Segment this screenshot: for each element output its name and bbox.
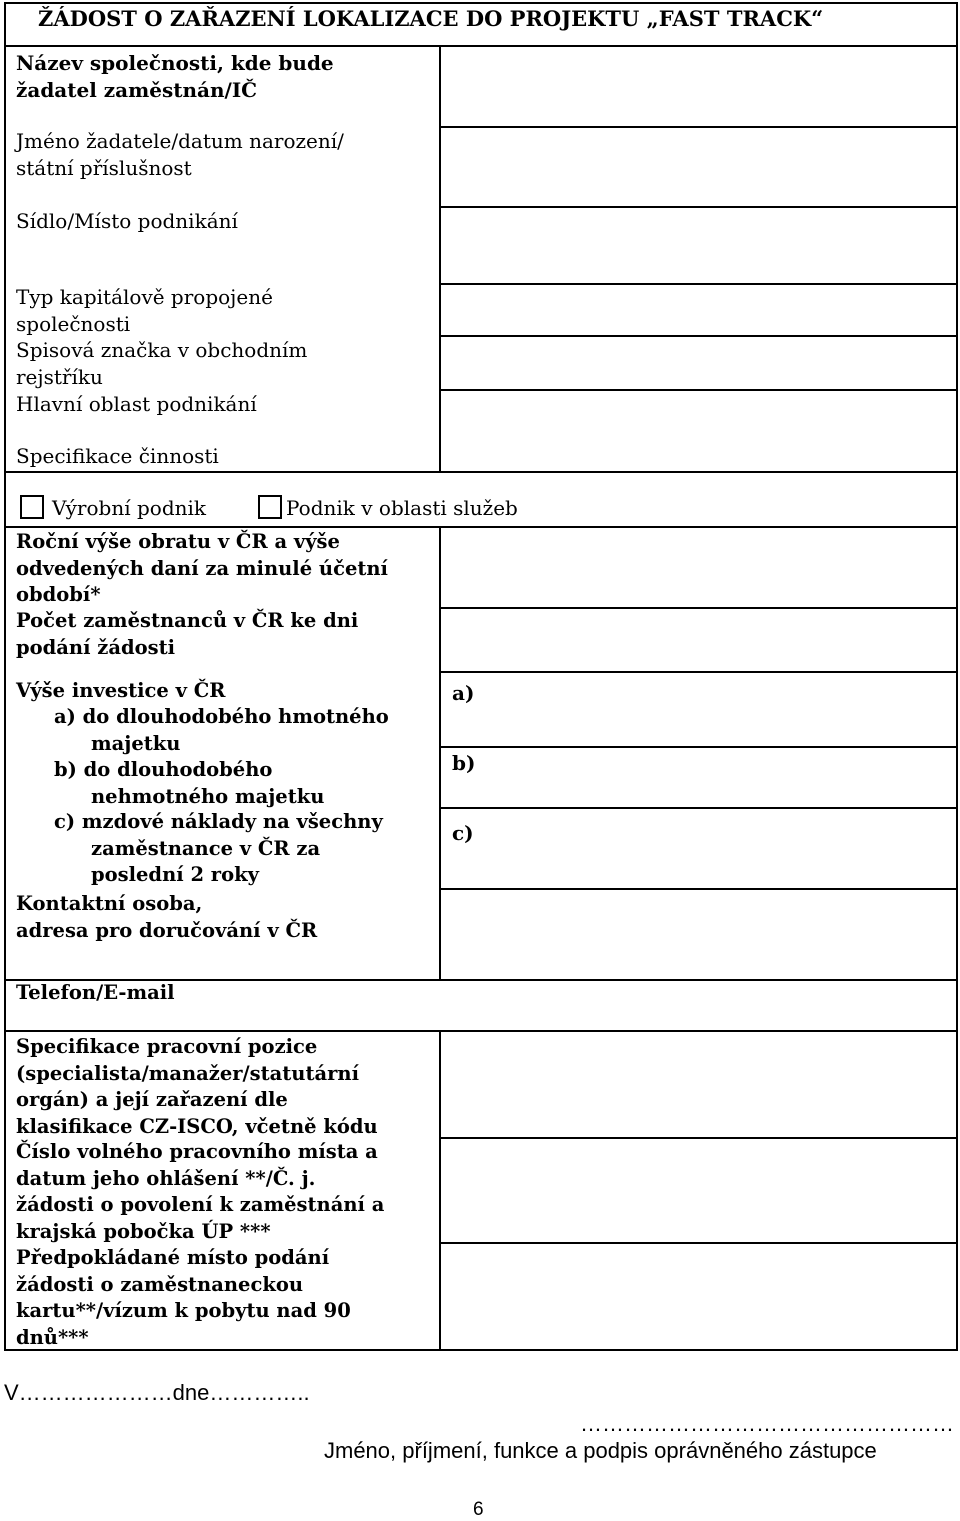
- row-rule: [439, 807, 958, 809]
- row-rule: [439, 126, 958, 128]
- label-investment-c: c) mzdové náklady na všechny zaměstnance v ČR za poslední 2 roky: [54, 810, 383, 886]
- signature-dots[interactable]: ……………………………………………: [580, 1411, 954, 1436]
- label-company: Název společnosti, kde bude žadatel zaměstnán/IČ: [16, 51, 334, 102]
- column-divider-2: [439, 527, 441, 980]
- table-border-left: [4, 2, 6, 1351]
- row-rule: [4, 471, 958, 473]
- label-investment-title: Výše investice v ČR: [16, 679, 226, 702]
- row-rule: [4, 1030, 958, 1032]
- row-rule: [439, 607, 958, 609]
- table-border-right: [956, 2, 958, 1351]
- column-divider-1: [439, 46, 441, 472]
- checkbox-icon[interactable]: [258, 495, 282, 519]
- row-rule: [439, 389, 958, 391]
- row-rule: [4, 45, 958, 47]
- row-rule: [439, 335, 958, 337]
- label-file-number: Spisová značka v obchodním rejstříku: [16, 338, 308, 389]
- row-rule: [439, 888, 958, 890]
- label-phone: Telefon/E-mail: [16, 981, 175, 1004]
- label-capital-type: Typ kapitálově propojené společnosti: [16, 285, 273, 336]
- label-turnover: Roční výše obratu v ČR a výše odvedených daní za minulé účetní období*: [16, 530, 388, 606]
- signature-label: Jméno, příjmení, funkce a podpis oprávněného zástupce: [324, 1438, 877, 1463]
- label-vacancy: Číslo volného pracovního místa a datum jeho ohlášení **/Č. j. žádosti o povolení k zaměstnání a krajská pobočka ÚP ***: [16, 1140, 385, 1243]
- row-rule: [439, 206, 958, 208]
- checkbox-services[interactable]: Podnik v oblasti služeb: [258, 495, 518, 522]
- label-contact: Kontaktní osoba, adresa pro doručování v ČR: [16, 892, 318, 942]
- checkbox-icon[interactable]: [20, 495, 44, 519]
- row-rule: [4, 526, 958, 528]
- checkbox-production[interactable]: Výrobní podnik: [20, 495, 206, 522]
- label-main-area: Hlavní oblast podnikání: [16, 392, 257, 416]
- answer-b[interactable]: b): [452, 751, 476, 775]
- label-position-spec: Specifikace pracovní pozice (specialista/manažer/statutární orgán) a její zařazení dle klasifikace CZ-ISCO, včetně kódu: [16, 1035, 378, 1138]
- answer-c[interactable]: c): [452, 821, 474, 845]
- label-investment-a: a) do dlouhodobého hmotného majetku: [54, 705, 389, 755]
- column-divider-3: [439, 1031, 441, 1351]
- table-border-top: [4, 2, 958, 4]
- row-rule: [439, 1242, 958, 1244]
- row-rule: [439, 283, 958, 285]
- label-investment-b: b) do dlouhodobého nehmotného majetku: [54, 758, 325, 808]
- row-rule: [439, 1137, 958, 1139]
- place-date-line[interactable]: V…………………dne…………..: [4, 1380, 310, 1405]
- label-activity-spec: Specifikace činnosti: [16, 444, 219, 468]
- row-rule: [439, 746, 958, 748]
- label-seat: Sídlo/Místo podnikání: [16, 209, 238, 233]
- page-number: 6: [473, 1499, 484, 1520]
- label-place: Předpokládané místo podání žádosti o zaměstnaneckou kartu**/vízum k pobytu nad 90 dnů***: [16, 1246, 351, 1349]
- label-employees: Počet zaměstnanců v ČR ke dni podání žádosti: [16, 609, 359, 659]
- row-rule: [439, 671, 958, 673]
- form-title: ŽÁDOST O ZAŘAZENÍ LOKALIZACE DO PROJEKTU „FAST TRACK“: [38, 6, 824, 31]
- label-applicant: Jméno žadatele/datum narození/ státní příslušnost: [16, 129, 344, 180]
- answer-a[interactable]: a): [452, 681, 475, 705]
